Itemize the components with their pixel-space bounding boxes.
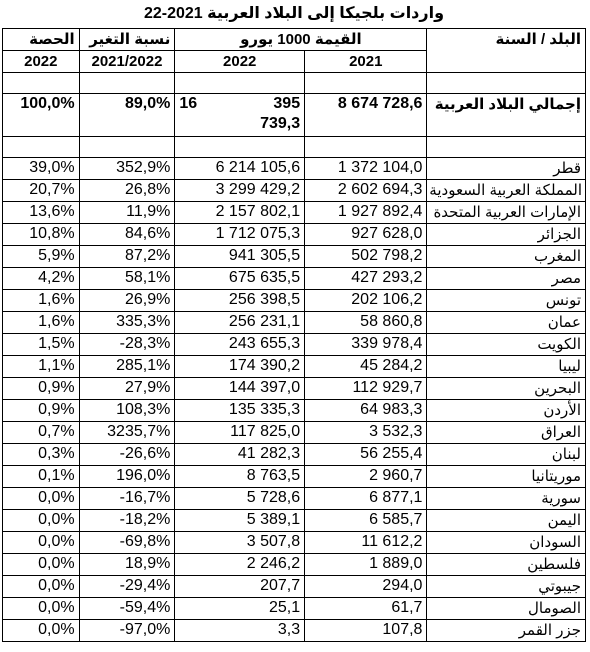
table-row — [3, 400, 586, 422]
total-value-2022-part2: 395 — [273, 95, 301, 112]
value-2022-cell: 2 246,2 — [175, 554, 305, 576]
country-cell: الكويت — [427, 334, 586, 356]
spacer-row — [3, 137, 586, 158]
table-title: واردات بلجيكا إلى البلاد العربية 2021-22 — [143, 5, 445, 22]
share-cell: 20,7% — [3, 180, 80, 202]
year-2022-header: 2022 — [175, 51, 305, 73]
share-cell: 1,6% — [3, 290, 80, 312]
value-2021-cell: 502 798,2 — [305, 246, 427, 268]
share-cell: 39,0% — [3, 158, 80, 180]
change-cell: 3235,7% — [79, 422, 175, 444]
change-cell: -97,0% — [79, 620, 175, 642]
change-cell: -18,2% — [79, 510, 175, 532]
value-2021-cell: 1 889,0 — [305, 554, 427, 576]
share-cell: 0,0% — [3, 488, 80, 510]
country-cell: البحرين — [427, 378, 586, 400]
change-cell: -16,7% — [79, 488, 175, 510]
table-row — [3, 532, 586, 554]
share-cell: 0,0% — [3, 620, 80, 642]
value-2021-cell: 927 628,0 — [305, 224, 427, 246]
change-cell: -59,4% — [79, 598, 175, 620]
share-cell: 0,0% — [3, 576, 80, 598]
value-2021-cell: 427 293,2 — [305, 268, 427, 290]
value-2022-cell: 41 282,3 — [175, 444, 305, 466]
value-2022-cell: 3 299 429,2 — [175, 180, 305, 202]
total-value-2021: 8 674 728,6 — [305, 94, 427, 137]
total-value-2022-part3: 739,3 — [260, 115, 301, 132]
share-cell: 0,9% — [3, 378, 80, 400]
value-2022-cell: 256 398,5 — [175, 290, 305, 312]
value-2021-cell: 2 602 694,3 — [305, 180, 427, 202]
change-cell: 26,9% — [79, 290, 175, 312]
change-cell: -28,3% — [79, 334, 175, 356]
change-cell: 18,9% — [79, 554, 175, 576]
change-period-header: 2021/2022 — [79, 51, 175, 73]
total-value-2022-part1: 16 — [179, 95, 198, 112]
value-2022-cell: 3 507,8 — [175, 532, 305, 554]
share-cell: 13,6% — [3, 202, 80, 224]
table-row — [3, 576, 586, 598]
change-cell: 285,1% — [79, 356, 175, 378]
country-cell: المملكة العربية السعودية — [427, 180, 586, 202]
table-row — [3, 466, 586, 488]
change-cell: 352,9% — [79, 158, 175, 180]
value-2021-cell: 2 960,7 — [305, 466, 427, 488]
value-2021-cell: 1 372 104,0 — [305, 158, 427, 180]
value-2022-cell: 25,1 — [175, 598, 305, 620]
change-cell: -69,8% — [79, 532, 175, 554]
value-2022-cell: 3,3 — [175, 620, 305, 642]
table-row — [3, 268, 586, 290]
country-cell: الصومال — [427, 598, 586, 620]
value-2021-cell: 339 978,4 — [305, 334, 427, 356]
value-2021-cell: 6 585,7 — [305, 510, 427, 532]
country-cell: اليمن — [427, 510, 586, 532]
country-cell: عمان — [427, 312, 586, 334]
value-2022-cell: 243 655,3 — [175, 334, 305, 356]
country-cell: الجزائر — [427, 224, 586, 246]
value-2021-cell: 56 255,4 — [305, 444, 427, 466]
table-row — [3, 246, 586, 268]
change-cell: -29,4% — [79, 576, 175, 598]
table-row — [3, 312, 586, 334]
value-2021-cell: 64 983,3 — [305, 400, 427, 422]
share-cell: 5,9% — [3, 246, 80, 268]
value-2021-cell: 1 927 892,4 — [305, 202, 427, 224]
country-cell: جيبوتي — [427, 576, 586, 598]
table-row — [3, 422, 586, 444]
value-2021-cell: 45 284,2 — [305, 356, 427, 378]
change-cell: -26,6% — [79, 444, 175, 466]
header-row-1 — [3, 29, 586, 51]
value-2021-cell: 107,8 — [305, 620, 427, 642]
value-2021-cell: 3 532,3 — [305, 422, 427, 444]
share-cell: 0,3% — [3, 444, 80, 466]
change-header: نسبة التغير — [79, 29, 175, 51]
table-row — [3, 598, 586, 620]
country-header: البلد / السنة — [427, 29, 586, 73]
table-row — [3, 378, 586, 400]
share-cell: 0,0% — [3, 532, 80, 554]
value-2021-cell: 58 860,8 — [305, 312, 427, 334]
country-cell: الإمارات العربية المتحدة — [427, 202, 586, 224]
total-share: 100,0% — [3, 94, 80, 137]
change-cell: 335,3% — [79, 312, 175, 334]
country-cell: سورية — [427, 488, 586, 510]
country-cell: لبنان — [427, 444, 586, 466]
table-row — [3, 202, 586, 224]
change-cell: 87,2% — [79, 246, 175, 268]
country-cell: موريتانيا — [427, 466, 586, 488]
value-header: القيمة 1000 يورو — [175, 29, 427, 51]
country-cell: جزر القمر — [427, 620, 586, 642]
total-change: 89,0% — [79, 94, 175, 137]
change-cell: 84,6% — [79, 224, 175, 246]
country-cell: فلسطين — [427, 554, 586, 576]
share-cell: 0,0% — [3, 598, 80, 620]
year-2021-header: 2021 — [305, 51, 427, 73]
value-2022-cell: 144 397,0 — [175, 378, 305, 400]
table-row — [3, 158, 586, 180]
change-cell: 26,8% — [79, 180, 175, 202]
table-row — [3, 620, 586, 642]
share-cell: 0,7% — [3, 422, 80, 444]
value-2021-cell: 6 877,1 — [305, 488, 427, 510]
change-cell: 58,1% — [79, 268, 175, 290]
imports-table — [2, 28, 586, 642]
share-cell: 1,6% — [3, 312, 80, 334]
value-2022-cell: 5 389,1 — [175, 510, 305, 532]
country-cell: تونس — [427, 290, 586, 312]
share-header: الحصة — [3, 29, 80, 51]
share-cell: 0,1% — [3, 466, 80, 488]
value-2022-cell: 941 305,5 — [175, 246, 305, 268]
value-2021-cell: 202 106,2 — [305, 290, 427, 312]
share-cell: 1,5% — [3, 334, 80, 356]
country-cell: الأردن — [427, 400, 586, 422]
change-cell: 11,9% — [79, 202, 175, 224]
share-cell: 0,0% — [3, 554, 80, 576]
table-row — [3, 180, 586, 202]
share-cell: 1,1% — [3, 356, 80, 378]
country-cell: قطر — [427, 158, 586, 180]
table-row — [3, 290, 586, 312]
table-row — [3, 356, 586, 378]
country-cell: ليبيا — [427, 356, 586, 378]
value-2022-cell: 1 712 075,3 — [175, 224, 305, 246]
table-row — [3, 444, 586, 466]
change-cell: 196,0% — [79, 466, 175, 488]
value-2022-cell: 8 763,5 — [175, 466, 305, 488]
share-year-header: 2022 — [3, 51, 80, 73]
table-row — [3, 334, 586, 356]
value-2021-cell: 11 612,2 — [305, 532, 427, 554]
country-cell: العراق — [427, 422, 586, 444]
value-2022-cell: 675 635,5 — [175, 268, 305, 290]
country-cell: السودان — [427, 532, 586, 554]
country-cell: مصر — [427, 268, 586, 290]
value-2021-cell: 61,7 — [305, 598, 427, 620]
value-2022-cell: 135 335,3 — [175, 400, 305, 422]
total-country: إجمالي البلاد العربية — [427, 94, 586, 137]
table-row — [3, 488, 586, 510]
spacer-row — [3, 73, 586, 94]
share-cell: 10,8% — [3, 224, 80, 246]
total-value-2022 — [175, 94, 305, 137]
value-2022-cell: 2 157 802,1 — [175, 202, 305, 224]
table-row — [3, 224, 586, 246]
value-2021-cell: 294,0 — [305, 576, 427, 598]
value-2022-cell: 5 728,6 — [175, 488, 305, 510]
change-cell: 108,3% — [79, 400, 175, 422]
total-row — [3, 94, 586, 137]
value-2022-cell: 6 214 105,6 — [175, 158, 305, 180]
share-cell: 0,9% — [3, 400, 80, 422]
value-2022-cell: 174 390,2 — [175, 356, 305, 378]
country-cell: المغرب — [427, 246, 586, 268]
value-2022-cell: 256 231,1 — [175, 312, 305, 334]
change-cell: 27,9% — [79, 378, 175, 400]
table-row — [3, 554, 586, 576]
share-cell: 0,0% — [3, 510, 80, 532]
value-2022-cell: 207,7 — [175, 576, 305, 598]
value-2021-cell: 112 929,7 — [305, 378, 427, 400]
table-row — [3, 510, 586, 532]
value-2022-cell: 117 825,0 — [175, 422, 305, 444]
share-cell: 4,2% — [3, 268, 80, 290]
